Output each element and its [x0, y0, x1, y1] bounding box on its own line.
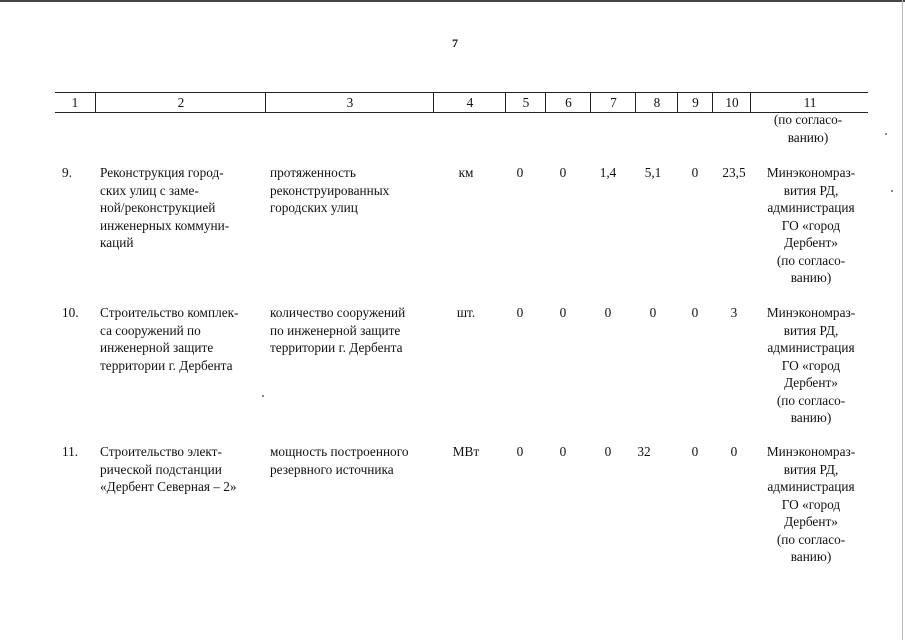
row-number: 11. — [62, 444, 79, 459]
value-cell: 0 — [604, 305, 612, 320]
executor-line: (по согласо- — [776, 392, 846, 408]
measure-name-line: рической подстанции — [100, 461, 222, 477]
indicator — [270, 443, 435, 478]
value-cell: 0 — [516, 444, 524, 459]
executor-line: (по согласо- — [776, 252, 846, 268]
executor-line: Минэкономраз- — [766, 444, 856, 459]
header-cell-5: 5 — [505, 93, 546, 112]
header-cell-8: 8 — [635, 93, 678, 112]
scan-speck — [262, 395, 264, 397]
value-cell: 0 — [516, 305, 524, 320]
scan-speck — [885, 133, 887, 135]
executor-line: Минэкономраз- — [766, 305, 856, 320]
value-cell: 23,5 — [722, 165, 746, 180]
measure-name-line: инженерных коммуни- — [100, 217, 230, 233]
measure-name-line: Реконструкция город- — [100, 165, 224, 180]
measure-name-line: территории г. Дербента — [100, 357, 233, 373]
indicator-line: мощность построенного — [270, 444, 409, 459]
executor-line: вития РД, — [783, 182, 839, 198]
measure-name-line: са сооружений по — [100, 322, 201, 338]
value-cell: 1,4 — [599, 165, 617, 180]
value-cell: 32 — [637, 444, 651, 459]
value-cell: 0 — [691, 305, 699, 320]
executor-line: Дербент» — [784, 235, 838, 250]
header-cell-9: 9 — [677, 93, 713, 112]
value-cell: 0 — [649, 305, 657, 320]
scan-edge-right — [902, 0, 903, 640]
measure-name-line: каций — [100, 235, 134, 250]
executor — [755, 304, 867, 427]
scan-edge-top — [0, 0, 905, 2]
measure-name-line: ной/реконструкцией — [100, 200, 216, 215]
executor-line: ванию) — [790, 270, 832, 285]
measure-name-line: ских улиц с заме- — [100, 182, 199, 198]
indicator-line: территории г. Дербента — [270, 340, 403, 355]
measure-name — [100, 443, 260, 496]
executor-line: Дербент» — [784, 514, 838, 529]
executor-line: ванию) — [790, 410, 832, 425]
header-cell-4: 4 — [433, 93, 506, 112]
executor-line: ванию) — [790, 549, 832, 564]
executor-line: (по согласо- — [776, 531, 846, 547]
executor-line: вития РД, — [783, 461, 839, 477]
value-cell: 0 — [559, 444, 567, 459]
indicator — [270, 304, 435, 357]
unit: МВт — [452, 444, 480, 459]
indicator-line: протяженность — [270, 165, 356, 180]
header-cell-7: 7 — [590, 93, 636, 112]
header-cell-11: 11 — [750, 93, 869, 112]
executor — [755, 164, 867, 287]
carryover-line: (по согласо- — [773, 112, 843, 127]
carryover-executor — [752, 111, 864, 146]
value-cell: 0 — [730, 444, 738, 459]
header-cell-1: 1 — [71, 95, 79, 110]
executor-line: ГО «город — [781, 217, 841, 233]
indicator-line: количество сооружений — [270, 305, 406, 320]
row-number: 10. — [62, 305, 79, 320]
indicator-line: по инженерной защите — [270, 322, 401, 338]
indicator-line: реконструированных — [270, 182, 390, 198]
unit: шт. — [456, 305, 476, 320]
value-cell: 0 — [691, 165, 699, 180]
value-cell: 5,1 — [644, 165, 662, 180]
measure-name-line: инженерной защите — [100, 340, 214, 355]
executor-line: ГО «город — [781, 496, 841, 512]
value-cell: 0 — [516, 165, 524, 180]
header-cell-10: 10 — [712, 93, 751, 112]
executor-line: вития РД, — [783, 322, 839, 338]
measure-name-line: Строительство комплек- — [100, 305, 239, 320]
executor-line: администрация — [767, 340, 855, 355]
row-number: 9. — [62, 165, 72, 180]
indicator-line: резервного источника — [270, 461, 394, 477]
executor-line: администрация — [767, 200, 855, 215]
value-cell: 0 — [604, 444, 612, 459]
measure-name — [100, 164, 260, 252]
executor-line: Минэкономраз- — [766, 165, 856, 180]
executor-line: администрация — [767, 479, 855, 494]
measure-name — [100, 304, 260, 374]
executor-line: Дербент» — [784, 375, 838, 390]
executor-line: ГО «город — [781, 357, 841, 373]
carryover-line: ванию) — [787, 129, 829, 145]
indicator — [270, 164, 435, 217]
measure-name-line: Строительство элект- — [100, 444, 222, 459]
indicator-line: городских улиц — [270, 200, 358, 215]
value-cell: 0 — [559, 305, 567, 320]
table-header-row — [55, 92, 868, 113]
unit: км — [458, 165, 474, 180]
value-cell: 0 — [559, 165, 567, 180]
header-cell-3: 3 — [265, 93, 434, 112]
measure-name-line: «Дербент Северная – 2» — [100, 479, 237, 494]
page-number: 7 — [452, 36, 458, 50]
value-cell: 3 — [730, 305, 738, 320]
value-cell: 0 — [691, 444, 699, 459]
header-cell-2: 2 — [95, 93, 266, 112]
executor — [755, 443, 867, 566]
scan-speck — [891, 190, 893, 192]
header-cell-6: 6 — [545, 93, 591, 112]
